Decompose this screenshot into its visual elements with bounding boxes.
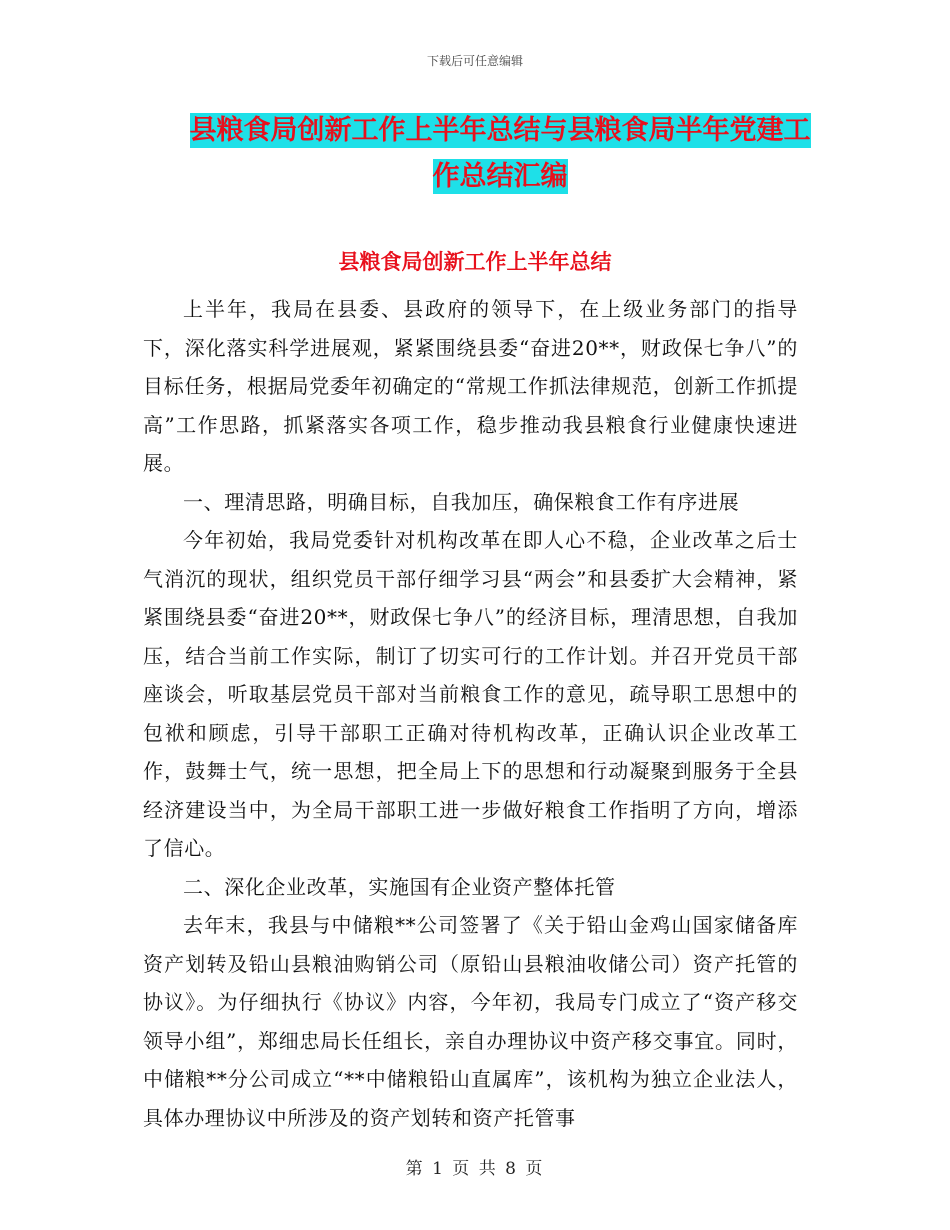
section-title: 县粮食局创新工作上半年总结 — [338, 250, 612, 274]
page-header-note: 下载后可任意编辑 — [426, 54, 523, 68]
document-title — [130, 108, 870, 200]
paragraph: 上半年，我局在县委、县政府的领导下，在上级业务部门的指导下，深化落实科学进展观，紧紧围绕县委“奋进20**，财政保七争八”的目标任务，根据局党委年初确定的“常规工作抓法律规范，创新工作抓提高”工作思路，抓紧落实各项工作，稳步推动我县粮食行业健康快速进展。 — [143, 297, 798, 475]
paragraph: 去年末，我县与中储粮**公司签署了《关于铅山金鸡山国家储备库资产划转及铅山县粮油购销公司（原铅山县粮油收储公司）资产托管的协议》。为仔细执行《协议》内容，今年初，我局专门成立了“资产移交领导小组”，郑细忠局长任组长，亲自办理协议中资产移交事宜。同时，中储粮**分公司成立“**中储粮铅山直属库”，该机构为独立企业法人，具体办理协议中所涉及的资产划转和资产托管事 — [143, 913, 798, 1130]
title-line-1: 县粮食局创新工作上半年总结与县粮食局半年党建工 — [189, 115, 811, 146]
page-footer: 第 1 页 共 8 页 — [405, 1159, 545, 1179]
paragraph: 今年初始，我局党委针对机构改革在即人心不稳，企业改革之后士气消沉的现状，组织党员干部仔细学习县“两会”和县委扩大会精神，紧紧围绕县委“奋进20**，财政保七争八”的经济目标，理清思想，自我加压，结合当前工作实际，制订了切实可行的工作计划。并召开党员干部座谈会，听取基层党员干部对当前粮食工作的意见，疏导职工思想中的包袱和顾虑，引导干部职工正确对待机构改革，正确认识企业改革工作，鼓舞士气，统一思想，把全局上下的思想和行动凝聚到服务于全县经济建设当中，为全局干部职工进一步做好粮食工作指明了方向，增添了信心。 — [143, 528, 798, 860]
section-heading: 一、理清思路，明确目标，自我加压，确保粮食工作有序进展 — [183, 489, 740, 514]
section-heading: 二、深化企业改革，实施国有企业资产整体托管 — [183, 874, 616, 899]
title-line-2: 作总结汇编 — [432, 161, 568, 192]
document-body — [143, 290, 798, 1137]
